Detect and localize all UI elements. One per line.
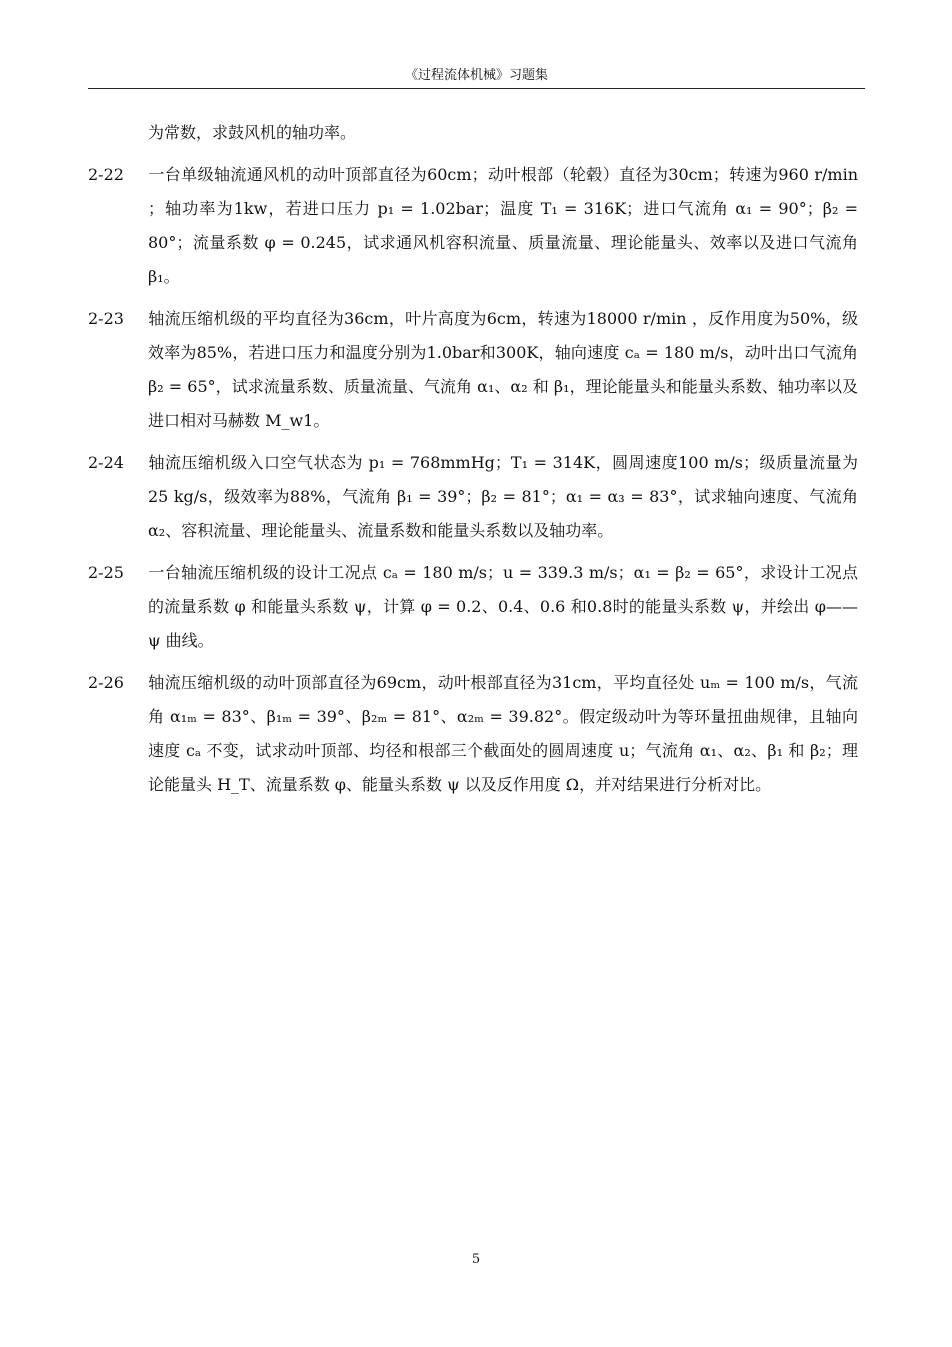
problem-2-25 — [88, 556, 858, 658]
problem-2-22 — [88, 158, 858, 294]
problem-text: 轴流压缩机级的动叶顶部直径为69cm，动叶根部直径为31cm，平均直径处 uₘ = 100 m/s，气流角 α₁ₘ = 83°、β₁ₘ = 39°、β₂ₘ = 81°、α₂ₘ = 39.82°。假定级动叶为等环量扭曲规律，且轴向速度 cₐ 不变，试求动叶顶部、均径和根部三个截面处的圆周速度 u；气流角 α₁、α₂、β₁ 和 β₂；理论能量头 H_T、流量系数 φ、能量头系数 ψ 以及反作用度 Ω，并对结果进行分析对比。 — [148, 673, 858, 794]
problem-text: 一台单级轴流通风机的动叶顶部直径为60cm；动叶根部（轮毂）直径为30cm；转速为960 r/min ；轴功率为1kw，若进口压力 p₁ = 1.02bar；温度 T₁ = 316K；进口气流角 α₁ = 90°；β₂ = 80°；流量系数 φ = 0.245，试求通风机容积流量、质量流量、理论能量头、效率以及进口气流角 β₁。 — [148, 165, 858, 286]
problem-2-24 — [88, 446, 858, 548]
problem-number: 2-25 — [88, 563, 124, 582]
problem-number: 2-23 — [88, 309, 124, 328]
problem-text: 轴流压缩机级的平均直径为36cm，叶片高度为6cm，转速为18000 r/min ，反作用度为50%，级效率为85%，若进口压力和温度分别为1.0bar和300K，轴向速度 cₐ = 180 m/s，动叶出口气流角 β₂ = 65°，试求流量系数、质量流量、气流角 α₁、α₂ 和 β₁，理论能量头和能量头系数、轴功率以及进口相对马赫数 M_w1。 — [148, 309, 858, 430]
problem-2-26 — [88, 666, 858, 802]
problem-text: 轴流压缩机级入口空气状态为 p₁ = 768mmHg；T₁ = 314K，圆周速度100 m/s；级质量流量为25 kg/s，级效率为88%，气流角 β₁ = 39°；β₂ = 81°；α₁ = α₃ = 83°，试求轴向速度、气流角 α₂、容积流量、理论能量头、流量系数和能量头系数以及轴功率。 — [148, 453, 858, 540]
header-rule — [88, 88, 865, 89]
problem-2-23 — [88, 302, 858, 438]
problem-number: 2-22 — [88, 165, 124, 184]
running-header: 《过程流体机械》习题集 — [404, 68, 548, 83]
page-number: 5 — [471, 1252, 481, 1267]
continuation-text: 为常数，求鼓风机的轴功率。 — [148, 123, 357, 142]
problem-number: 2-26 — [88, 673, 124, 692]
exercise-content — [88, 116, 858, 810]
problem-text: 一台轴流压缩机级的设计工况点 cₐ = 180 m/s；u = 339.3 m/s；α₁ = β₂ = 65°，求设计工况点的流量系数 φ 和能量头系数 ψ，计算 φ = 0.2、0.4、0.6 和0.8时的能量头系数 ψ，并绘出 φ——ψ 曲线。 — [148, 563, 858, 650]
problem-number: 2-24 — [88, 453, 124, 472]
